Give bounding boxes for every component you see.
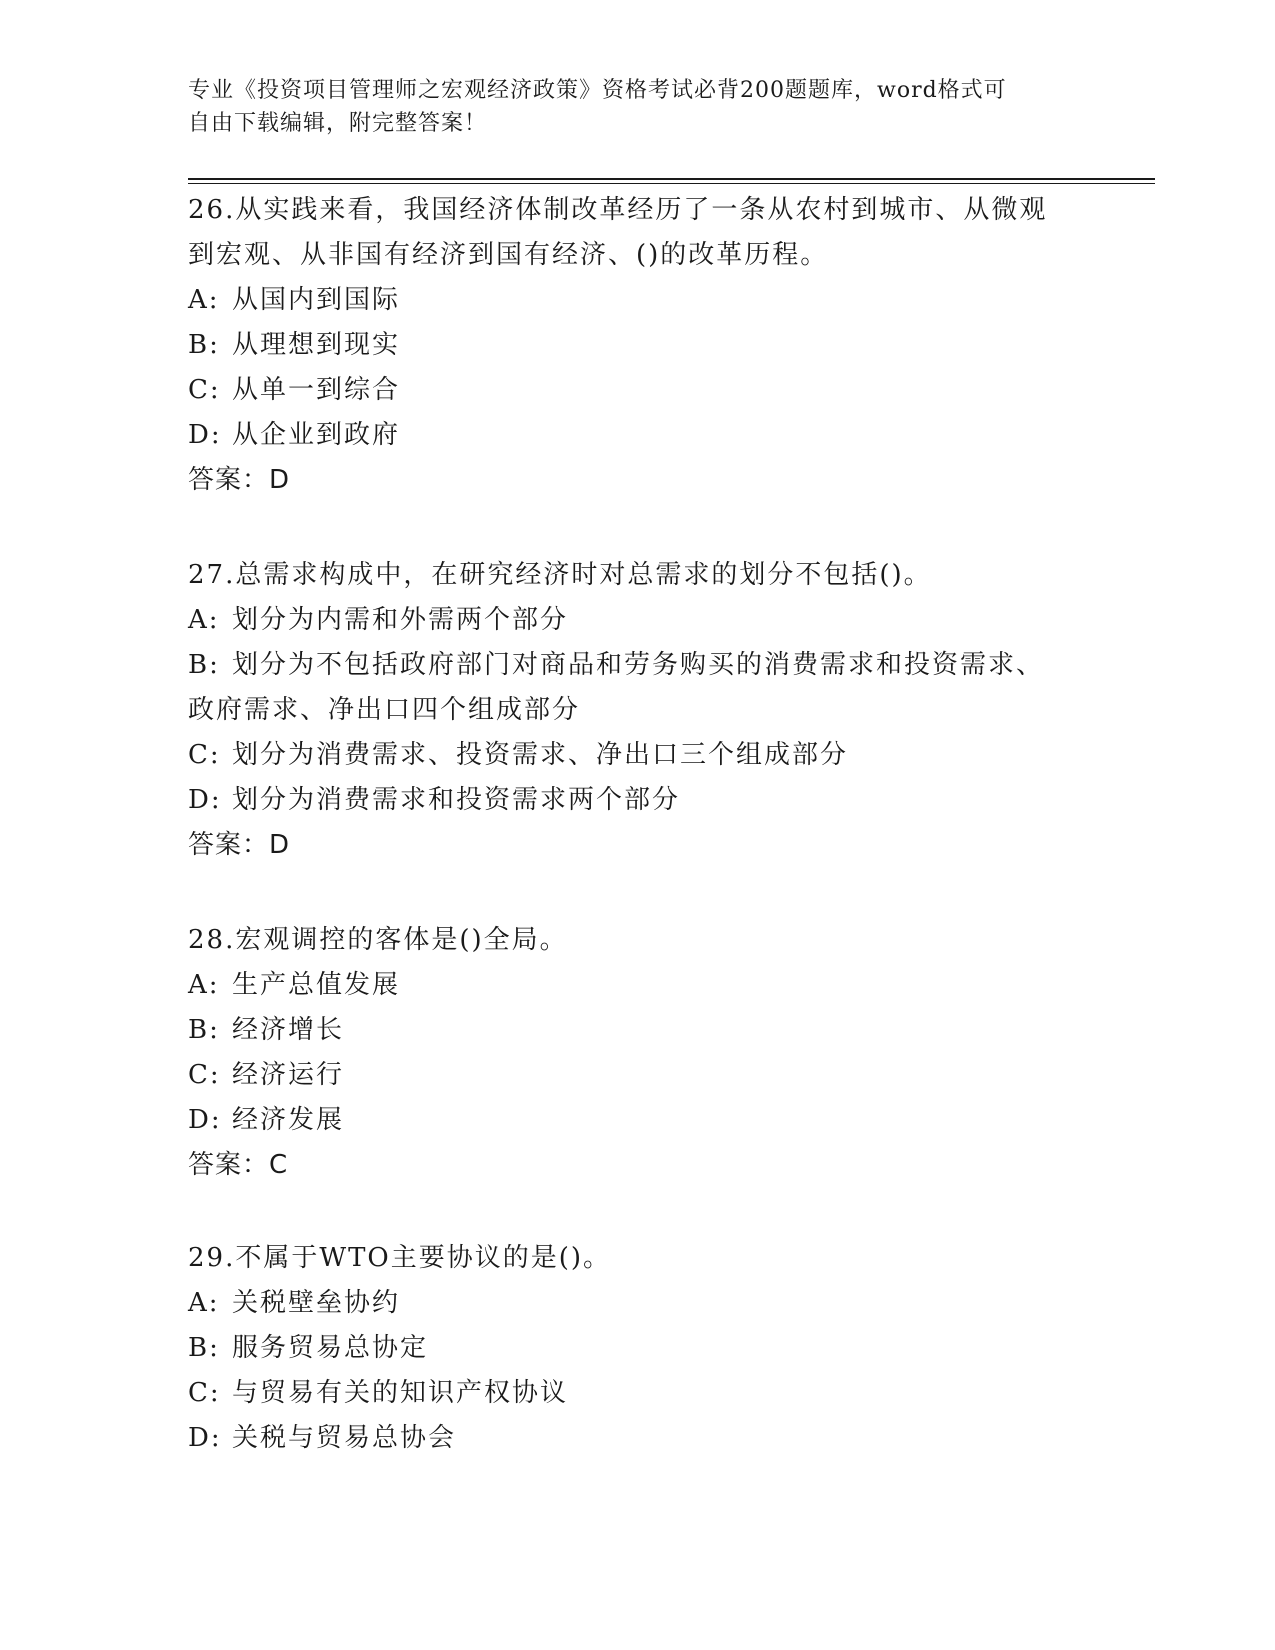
option-d	[188, 778, 1088, 823]
option-c	[188, 1053, 1088, 1098]
option-letter: D:	[188, 1423, 222, 1453]
option-text: 经济运行	[232, 1060, 345, 1090]
option-letter: C:	[188, 375, 221, 405]
option-text: 从理想到现实	[232, 330, 401, 360]
option-text: 与贸易有关的知识产权协议	[232, 1378, 569, 1408]
option-c	[188, 733, 1088, 778]
header-line-1: 专业《投资项目管理师之宏观经济政策》资格考试必背200题题库，word格式可	[188, 78, 1007, 103]
option-text: 生产总值发展	[232, 970, 401, 1000]
question-stem-line: 28.宏观调控的客体是()全局。	[188, 925, 568, 955]
header-divider-thin	[188, 183, 1155, 184]
question-29	[188, 1236, 1088, 1461]
option-b	[188, 1008, 1088, 1053]
option-a	[188, 963, 1088, 1008]
option-letter: A:	[188, 605, 220, 635]
option-letter: C:	[188, 740, 221, 770]
option-b-continuation: 政府需求、净出口四个组成部分	[188, 695, 581, 725]
header-divider-thick	[188, 178, 1155, 180]
question-26	[188, 188, 1088, 503]
option-letter: C:	[188, 1378, 221, 1408]
option-text: 关税壁垒协约	[232, 1288, 401, 1318]
option-letter: B:	[188, 1015, 220, 1045]
option-text: 从国内到国际	[232, 285, 401, 315]
document-header	[188, 74, 1068, 140]
option-letter: D:	[188, 785, 222, 815]
header-line-2: 自由下载编辑，附完整答案！	[188, 111, 488, 136]
option-letter: D:	[188, 1105, 222, 1135]
option-d	[188, 1416, 1088, 1461]
option-letter: B:	[188, 330, 220, 360]
option-letter: A:	[188, 285, 220, 315]
answer-line: 答案：D	[188, 830, 291, 860]
question-stem-line: 26.从实践来看，我国经济体制改革经历了一条从农村到城市、从微观	[188, 195, 1048, 225]
option-a	[188, 598, 1088, 643]
option-text: 经济发展	[232, 1105, 345, 1135]
option-text: 关税与贸易总协会	[232, 1423, 457, 1453]
question-27	[188, 553, 1088, 868]
option-text: 从企业到政府	[232, 420, 401, 450]
question-stem-line: 29.不属于WTO主要协议的是()。	[188, 1243, 612, 1273]
option-letter: B:	[188, 650, 220, 680]
option-text: 划分为内需和外需两个部分	[232, 605, 569, 635]
option-text: 划分为消费需求、投资需求、净出口三个组成部分	[232, 740, 849, 770]
option-text: 服务贸易总协定	[232, 1333, 429, 1363]
option-a	[188, 1281, 1088, 1326]
option-letter: C:	[188, 1060, 221, 1090]
option-b	[188, 323, 1088, 368]
option-d	[188, 1098, 1088, 1143]
answer-line: 答案：D	[188, 465, 291, 495]
option-a	[188, 278, 1088, 323]
option-text: 经济增长	[232, 1015, 345, 1045]
option-c	[188, 1371, 1088, 1416]
question-28	[188, 918, 1088, 1188]
option-text: 划分为消费需求和投资需求两个部分	[232, 785, 681, 815]
option-text: 从单一到综合	[232, 375, 401, 405]
option-letter: A:	[188, 1288, 220, 1318]
option-text: 划分为不包括政府部门对商品和劳务购买的消费需求和投资需求、	[232, 650, 1045, 680]
option-b	[188, 643, 1088, 688]
option-letter: B:	[188, 1333, 220, 1363]
option-letter: D:	[188, 420, 222, 450]
answer-line: 答案：C	[188, 1150, 289, 1180]
option-c	[188, 368, 1088, 413]
question-stem-line: 到宏观、从非国有经济到国有经济、()的改革历程。	[188, 240, 829, 270]
option-b	[188, 1326, 1088, 1371]
option-letter: A:	[188, 970, 220, 1000]
question-stem-line: 27.总需求构成中，在研究经济时对总需求的划分不包括()。	[188, 560, 932, 590]
option-d	[188, 413, 1088, 458]
